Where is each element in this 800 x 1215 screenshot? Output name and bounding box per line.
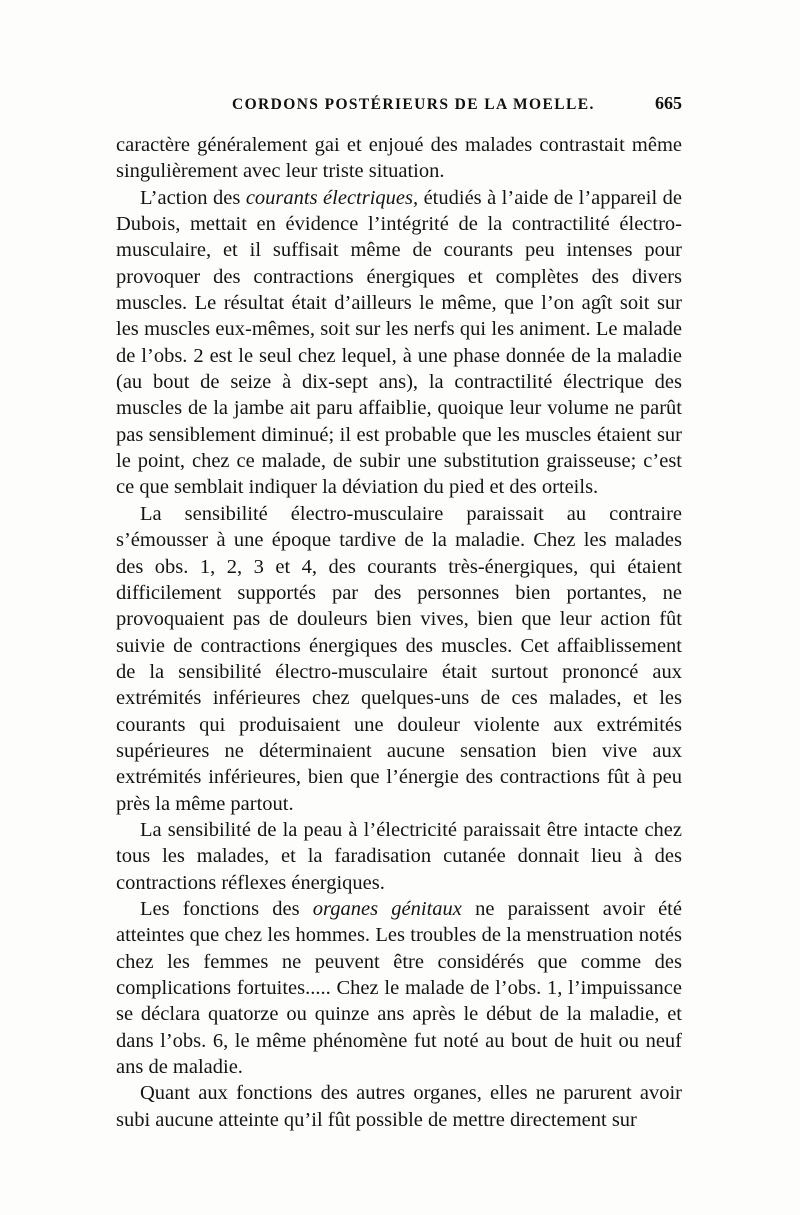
- page-number: 665: [655, 93, 682, 113]
- page-header: [116, 92, 682, 122]
- paragraph-2-emphasis: courants électriques,: [245, 186, 419, 209]
- paragraph-3: La sensibilité électro-musculaire paraissait au contraire s’émousser à une époque tardive de la maladie. Chez les malades des obs. 1, 2, 3 et 4, des courants très-énergiques, qui étaient difficilement supportés par des personnes bien portantes, ne provoquaient pas de douleurs bien vives, bien que leur action fût suivie de contractions énergiques des muscles. Cet affaiblissement de la sensibilité électro-musculaire était surtout prononcé aux extrémités inférieures chez quelques-uns de ces malades, et les courants qui produisaient une douleur violente aux extrémités supérieures ne déterminaient aucune sensation bien vive aux extrémités inférieures, bien que l’énergie des contractions fût à peu près la même partout.: [116, 502, 682, 815]
- paragraph-2-start: L’action des: [140, 186, 246, 209]
- paragraph-1: caractère généralement gai et enjoué des malades contrastait même singulièrement avec leur triste situation.: [116, 134, 682, 183]
- paragraph-5: [116, 896, 682, 1080]
- paragraph-2-rest: étudiés à l’aide de l’appareil de Dubois, mettait en évidence l’intégrité de la contractilité électro-musculaire, et il suffisait même de courants peu intenses pour provoquer des contractions énergiques et complètes des divers muscles. Le résultat était d’ailleurs le même, que l’on agît soit sur les muscles eux-mêmes, soit sur les nerfs qui les animent. Le malade de l’obs. 2 est le seul chez lequel, à une phase donnée de la maladie (au bout de seize à dix-sept ans), la contractilité électrique des muscles de la jambe ait paru affaiblie, quoique leur volume ne parût pas sensiblement diminué; il est probable que les muscles étaient sur le point, chez ce malade, de subir une substitution graisseuse; c’est ce que semblait indiquer la déviation du pied et des orteils.: [116, 186, 682, 499]
- paragraph-5-start: Les fonctions des: [140, 897, 313, 920]
- paragraph-5-emphasis: organes génitaux: [312, 897, 462, 920]
- paragraph-4: La sensibilité de la peau à l’électricité paraissait être intacte chez tous les malades, et la faradisation cutanée donnait lieu à des contractions réflexes énergiques.: [116, 818, 682, 894]
- paragraph-6: Quant aux fonctions des autres organes, elles ne parurent avoir subi aucune atteinte qu’il fût possible de mettre directement sur: [116, 1082, 682, 1131]
- paragraph-2: [116, 185, 682, 501]
- running-title: CORDONS POSTÉRIEURS DE LA MOELLE.: [232, 96, 595, 113]
- body-text: [116, 132, 682, 1133]
- paragraph-5-rest: ne paraissent avoir été atteintes que chez les hommes. Les troubles de la menstruation notés chez les femmes ne peuvent être considérés que comme des complications fortuites..... Chez le malade de l’obs. 1, l’impuissance se déclara quatorze ou quinze ans après le début de la maladie, et dans l’obs. 6, le même phénomène fut noté au bout de huit ou neuf ans de maladie.: [116, 897, 682, 1079]
